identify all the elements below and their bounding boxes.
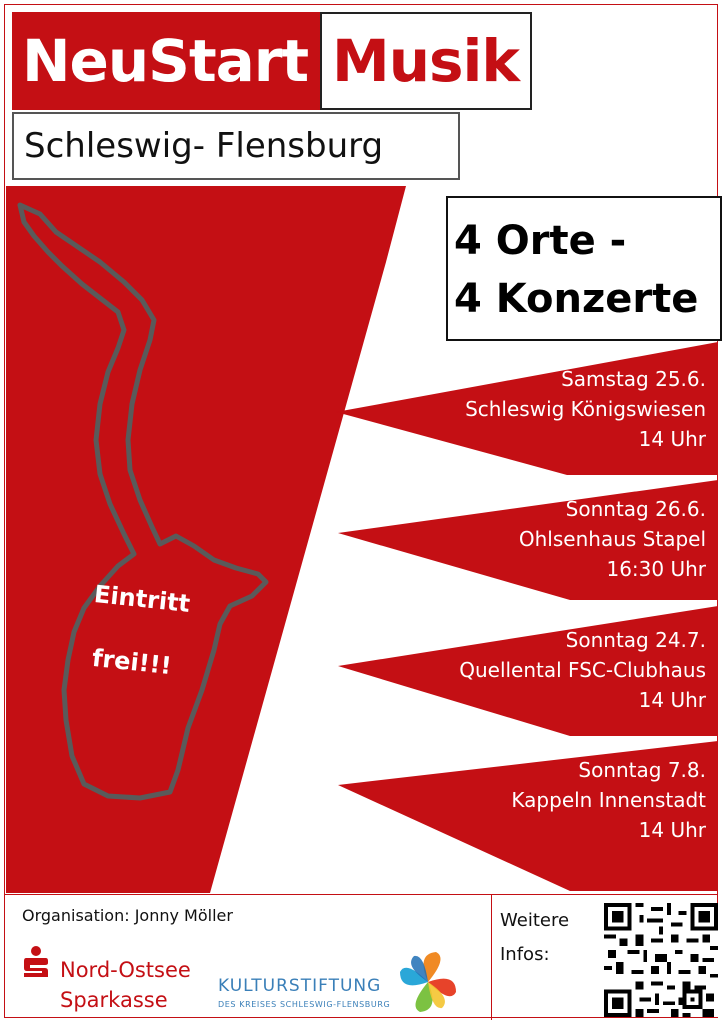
event-time: 14 Uhr bbox=[638, 688, 706, 712]
event-place: Ohlsenhaus Stapel bbox=[518, 527, 706, 551]
event-1 bbox=[465, 364, 706, 454]
subtitle-region: Schleswig- Flensburg bbox=[12, 112, 460, 180]
qr-code-icon[interactable] bbox=[604, 903, 718, 1017]
footer-divider-vertical bbox=[491, 895, 492, 1020]
frei-text: frei!!! bbox=[90, 643, 173, 681]
event-time: 14 Uhr bbox=[638, 818, 706, 842]
event-place: Quellental FSC-Clubhaus bbox=[459, 658, 706, 682]
sparkasse-logo-icon bbox=[18, 944, 54, 980]
info-label bbox=[500, 904, 569, 972]
sparkasse-name bbox=[60, 955, 191, 1015]
kulturstiftung-logo-icon bbox=[392, 946, 464, 1018]
footer-divider-horizontal bbox=[4, 894, 718, 895]
event-date: Sonntag 26.6. bbox=[565, 497, 706, 521]
highlight-line-2: 4 Konzerte bbox=[454, 276, 699, 322]
event-date: Sonntag 24.7. bbox=[565, 628, 706, 652]
event-place: Kappeln Innenstadt bbox=[511, 788, 706, 812]
event-place: Schleswig Königswiesen bbox=[465, 397, 706, 421]
kulturstiftung-name: KULTURSTIFTUNG bbox=[218, 976, 382, 996]
title-musik: Musik bbox=[320, 12, 532, 110]
eintritt-text: Eintritt bbox=[92, 580, 192, 618]
event-time: 14 Uhr bbox=[638, 427, 706, 451]
event-4 bbox=[511, 755, 706, 845]
sparkasse-line-2: Sparkasse bbox=[60, 988, 168, 1012]
highlight-line-1: 4 Orte - bbox=[454, 218, 627, 264]
sparkasse-line-1: Nord-Ostsee bbox=[60, 958, 191, 982]
event-time: 16:30 Uhr bbox=[606, 557, 706, 581]
event-3 bbox=[459, 625, 706, 715]
kulturstiftung-subtitle: DES KREISES SCHLESWIG-FLENSBURG bbox=[218, 1000, 391, 1009]
event-date: Sonntag 7.8. bbox=[578, 758, 706, 782]
title-neustart: NeuStart bbox=[12, 12, 322, 110]
info-line-1: Weitere bbox=[500, 910, 570, 931]
info-line-2: Infos: bbox=[500, 944, 550, 965]
highlight-box bbox=[446, 196, 722, 341]
event-date: Samstag 25.6. bbox=[561, 367, 706, 391]
event-2 bbox=[519, 494, 706, 584]
organisation-text: Organisation: Jonny Möller bbox=[22, 906, 233, 925]
